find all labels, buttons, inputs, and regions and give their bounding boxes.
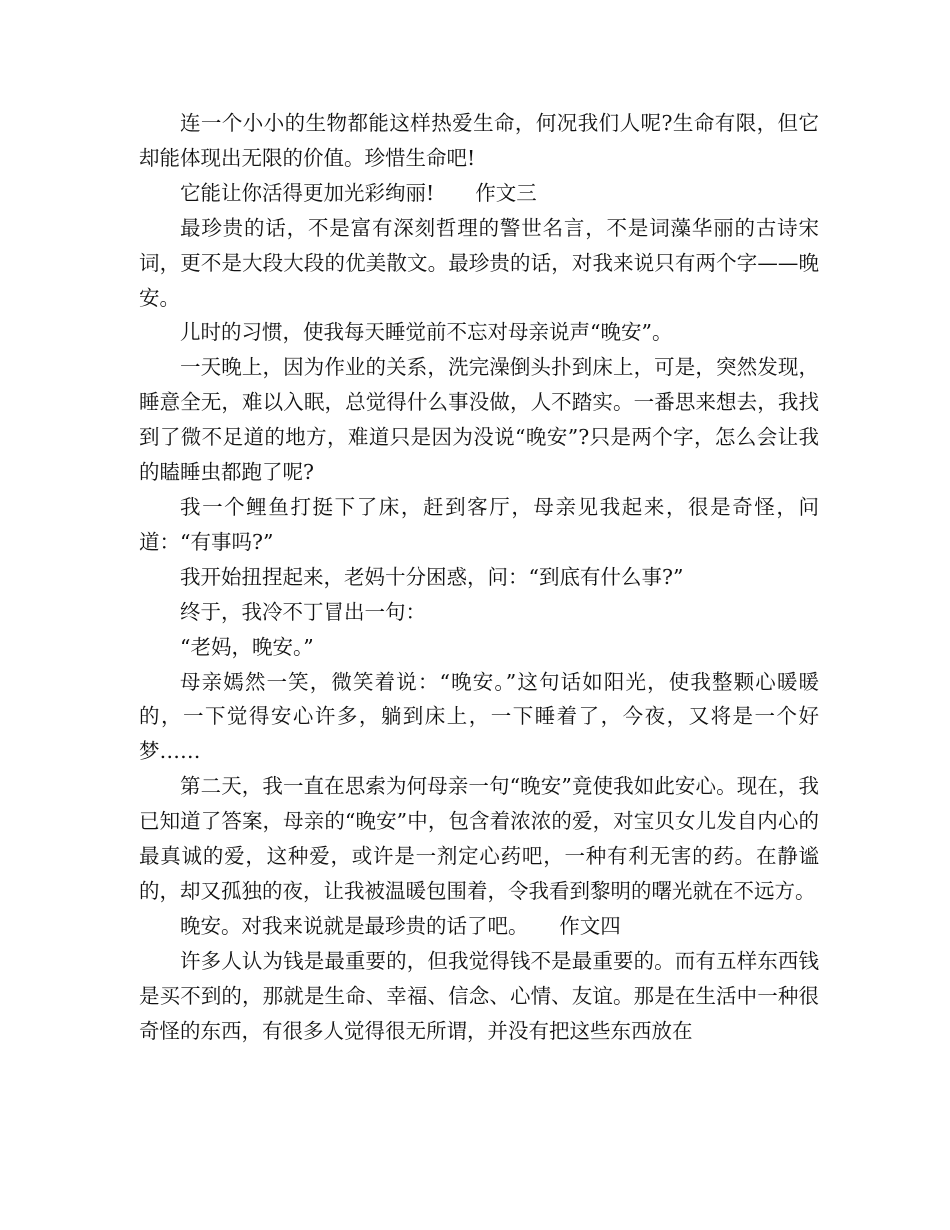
paragraph: 一天晚上，因为作业的关系，洗完澡倒头扑到床上，可是，突然发现，睡意全无，难以入眠，总觉得什么事没做，人不踏实。一番思来想去，我找到了微不足道的地方，难道只是因为没说“晚安”?只是两个字，怎么会让我的瞌睡虫都跑了呢? [139, 355, 819, 485]
paragraph: 许多人认为钱是最重要的，但我觉得钱不是最重要的。而有五样东西钱是买不到的，那就是生命、幸福、信念、心情、友谊。那是在生活中一种很奇怪的东西，有很多人觉得很无所谓，并没有把这些东西放在 [139, 948, 819, 1043]
paragraph: 晚安。对我来说就是最珍贵的话了吧。 作文四 [180, 913, 621, 938]
paragraph: 儿时的习惯，使我每天睡觉前不忘对母亲说声“晚安”。 [180, 320, 673, 345]
paragraph: 最珍贵的话，不是富有深刻哲理的警世名言，不是词藻华丽的古诗宋词，更不是大段大段的优美散文。最珍贵的话，对我来说只有两个字——晚安。 [139, 215, 819, 310]
paragraph: 连一个小小的生物都能这样热爱生命，何况我们人呢?生命有限，但它却能体现出无限的价值。珍惜生命吧! [139, 111, 819, 170]
paragraph: 母亲嫣然一笑，微笑着说：“晚安。”这句话如阳光，使我整颗心暖暖的，一下觉得安心许多，躺到床上，一下睡着了，今夜，又将是一个好梦…… [139, 669, 819, 764]
paragraph: 终于，我冷不丁冒出一句： [180, 599, 426, 624]
paragraph: 我一个鲤鱼打挺下了床，赶到客厅，母亲见我起来，很是奇怪，问道：“有事吗?” [139, 494, 819, 554]
paragraph: 第二天，我一直在思索为何母亲一句“晚安”竟使我如此安心。现在，我已知道了答案，母亲的“晚安”中，包含着浓浓的爱，对宝贝女儿发自内心的最真诚的爱，这种爱，或许是一剂定心药吧，一种有利无害的药。在静谧的，却又孤独的夜，让我被温暖包围着，令我看到黎明的曙光就在不远方。 [139, 774, 819, 903]
document-page [139, 106, 819, 1048]
paragraph: 我开始扭捏起来，老妈十分困惑，问：“到底有什么事?” [180, 564, 684, 589]
paragraph: “老妈，晚安。” [180, 634, 314, 659]
paragraph: 它能让你活得更加光彩绚丽! 作文三 [180, 180, 537, 205]
